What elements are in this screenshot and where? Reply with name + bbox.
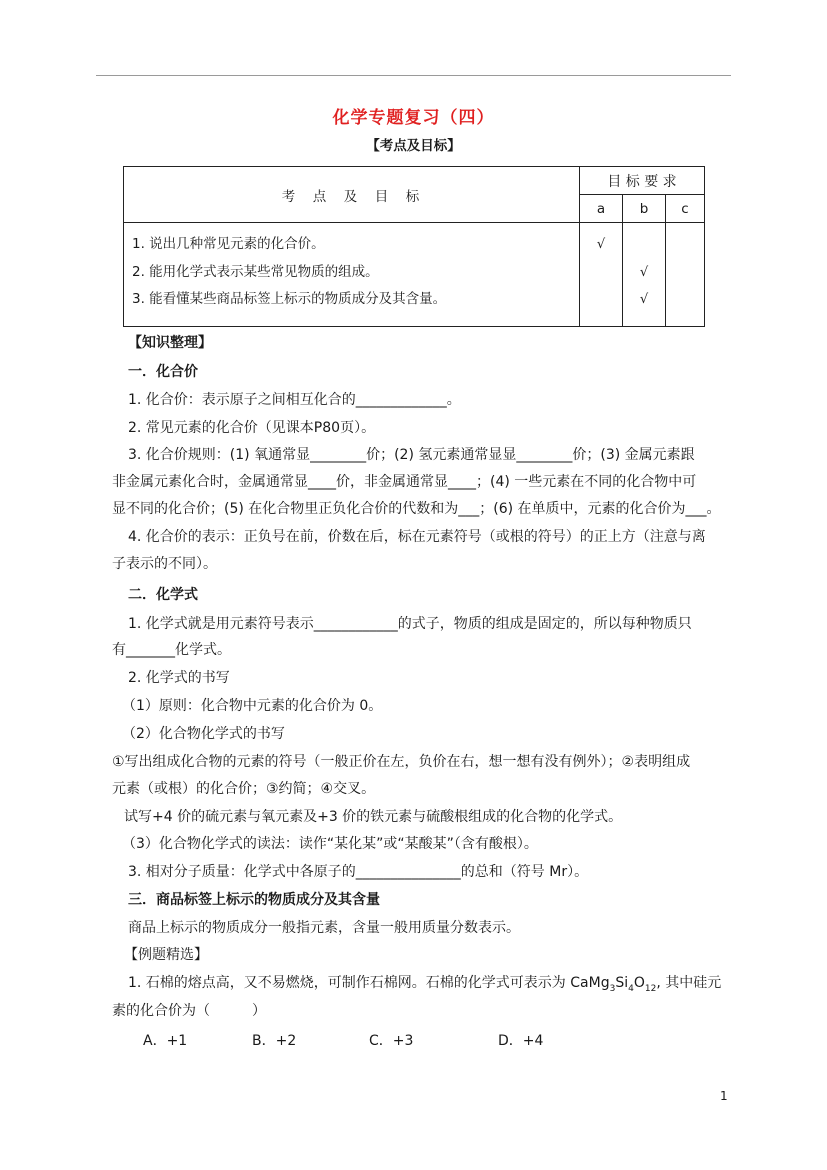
check-mark-icon: √ (596, 237, 606, 252)
question-1-line-1: 1. 石棉的熔点高，又不易燃烧，可制作石棉网。石棉的化学式可表示为 $CaMg_3Si_4O_{12}$, 其中硅元 (128, 975, 722, 994)
text-line: ①写出组成化合物的元素的符号（一般正价在左，负价在右，想一想有没有例外）；②表明组成 (112, 754, 691, 770)
target-header: 目 标 要 求 (580, 167, 705, 195)
text-line: 4. 化合价的表示：正负号在前，价数在后，标在元素符号（或根的符号）的正上方（注意与离 (128, 529, 706, 545)
option-c: C．+3 (369, 1033, 414, 1049)
text-line: 显不同的化合价；(5) 在化合物里正负化合价的代数和为___；(6) 在单质中，元素的化合价为___。 (112, 501, 721, 517)
goal-item-2: 2. 能用化学式表示某些常见物质的组成。 (132, 263, 379, 280)
text-line: 有_______化学式。 (112, 642, 231, 658)
question-1-line-2: 素的化合价为（ ） (112, 1003, 266, 1019)
page-number: 1 (720, 1089, 728, 1103)
option-d: D．+4 (498, 1033, 544, 1049)
examples-heading: 【例题精选】 (124, 947, 208, 963)
text-line: 元素（或根）的化合价；③约简；④交叉。 (112, 781, 376, 797)
section-heading-labels: 三．商品标签上标示的物质成分及其含量 (128, 892, 380, 908)
goals-list (124, 223, 580, 327)
option-a: A．+1 (143, 1033, 188, 1049)
goals-table (123, 166, 705, 327)
text-line: 非金属元素化合时，金属通常显____价，非金属通常显____；(4) 一些元素在不同的化合物中可 (112, 474, 697, 490)
goal-item-3: 3. 能看懂某些商品标签上标示的物质成分及其含量。 (132, 291, 447, 307)
text-line: （2）化合物化学式的书写 (122, 726, 285, 742)
text-line: 子表示的不同）。 (112, 556, 217, 572)
check-mark-icon: √ (639, 292, 649, 307)
level-c-header: c (666, 195, 705, 223)
level-b-header: b (623, 195, 666, 223)
text-line: 3. 相对分子质量：化学式中各原子的_______________的总和（符号 Mr）。 (128, 864, 589, 880)
section-heading-valence: 一．化合价 (128, 364, 198, 380)
text-line: 商品上标示的物质成分一般指元素，含量一般用质量分数表示。 (128, 920, 520, 936)
header-rule (96, 75, 731, 76)
level-b-column (623, 223, 666, 327)
goals-column-header: 考 点 及 目 标 (124, 167, 580, 223)
text-line: 1. 化合价：表示原子之间相互化合的_____________。 (128, 392, 461, 408)
section-heading-formula: 二．化学式 (128, 587, 198, 603)
text-line: （1）原则：化合物中元素的化合价为 0。 (122, 698, 383, 714)
page-title: 化学专题复习（四） (332, 108, 495, 128)
text-line: 3. 化合价规则：(1) 氧通常显________价；(2) 氢元素通常显显________价；(3) 金属元素跟 (128, 447, 695, 463)
text-line: 试写+4 价的硫元素与氧元素及+3 价的铁元素与硫酸根组成的化合物的化学式。 (124, 809, 623, 825)
text-line: 2. 化学式的书写 (128, 670, 230, 686)
level-c-column (666, 223, 705, 327)
check-mark-icon: √ (639, 264, 649, 280)
level-a-column (580, 223, 623, 327)
text-line: 1. 化学式就是用元素符号表示____________的式子，物质的组成是固定的，所以每种物质只 (128, 616, 692, 632)
goal-item-1: 1. 说出几种常见元素的化合价。 (132, 236, 325, 252)
option-b: B．+2 (252, 1033, 297, 1049)
knowledge-heading: 【知识整理】 (128, 335, 212, 351)
text-line: 2. 常见元素的化合价（见课本P80页）。 (128, 420, 376, 436)
level-a-header: a (580, 195, 623, 223)
section-subtitle: 【考点及目标】 (366, 138, 461, 154)
text-line: （3）化合物化学式的读法：读作“某化某”或“某酸某”（含有酸根）。 (122, 836, 538, 852)
